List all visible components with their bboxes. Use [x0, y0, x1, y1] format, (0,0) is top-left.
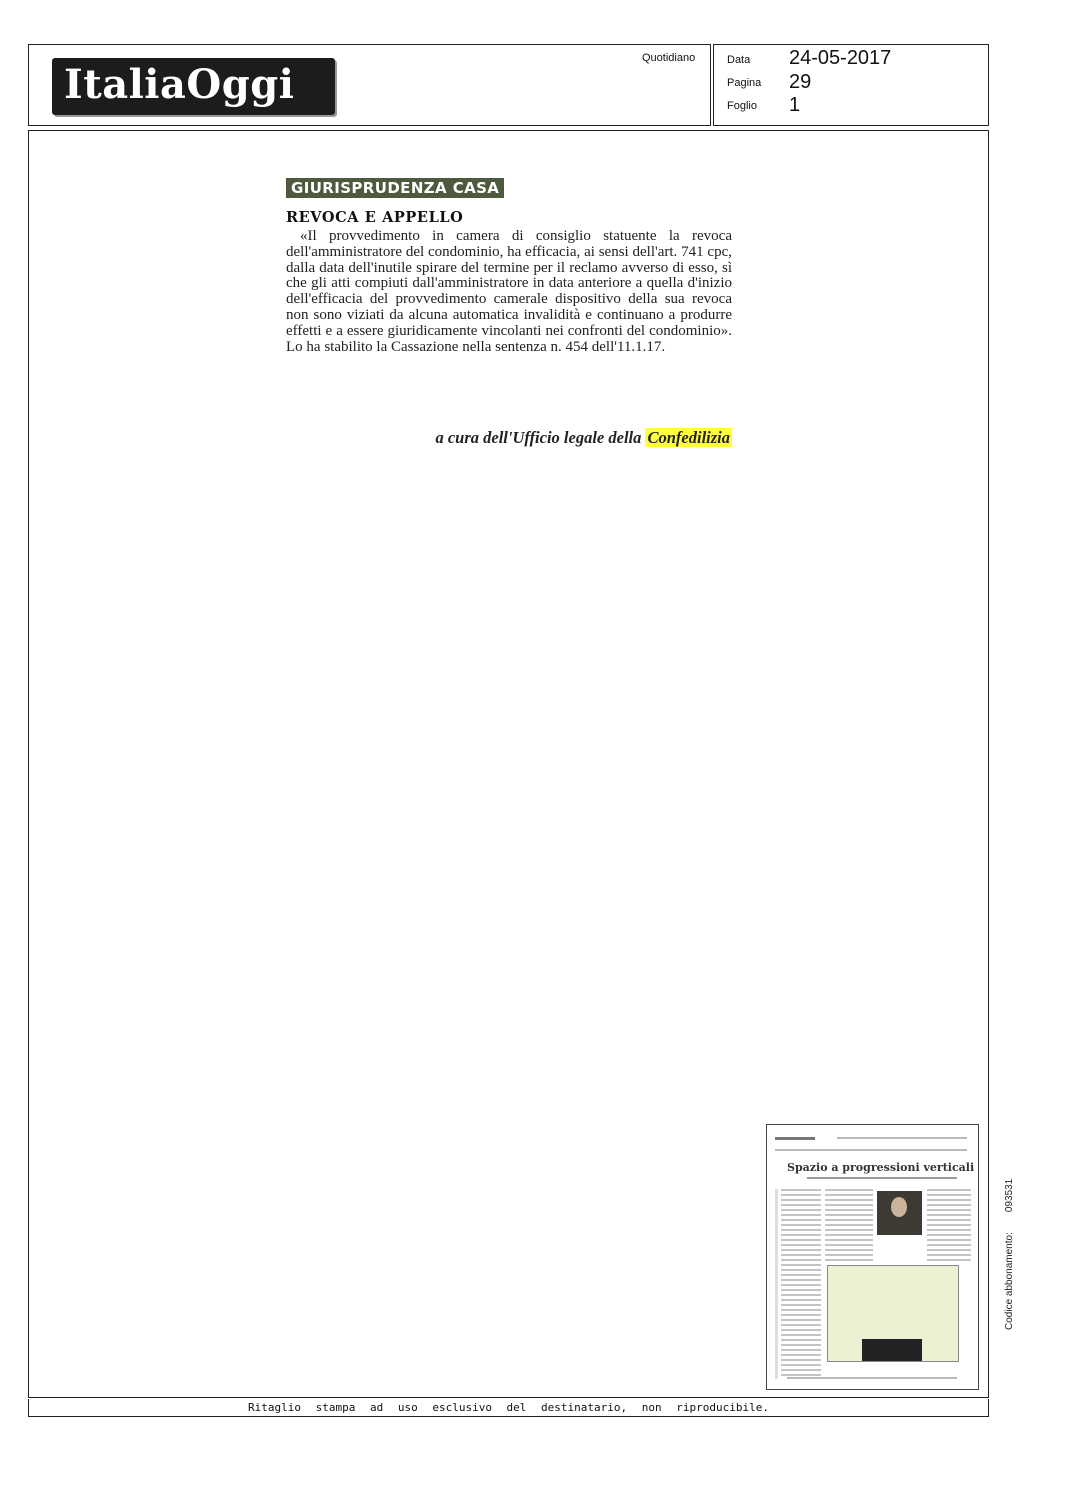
- footer-disclaimer: Ritaglio stampa ad uso esclusivo del destinatario, non riproducibile.: [248, 1401, 769, 1414]
- meta-date-value: 24-05-2017: [789, 47, 892, 69]
- thumb-masthead: [775, 1137, 815, 1140]
- thumb-line: [837, 1137, 967, 1139]
- thumb-photo-face: [891, 1197, 907, 1217]
- section-kicker: GIURISPRUDENZA CASA: [286, 178, 504, 198]
- credit-prefix: a cura dell'Ufficio legale della: [435, 428, 642, 447]
- credit-highlight: Confedilizia: [647, 428, 730, 447]
- thumb-footer-line: [787, 1377, 957, 1379]
- thumb-column-rule: [775, 1189, 778, 1379]
- meta-page-label: Pagina: [727, 77, 762, 89]
- meta-date-label: Data: [727, 54, 751, 66]
- thumb-column: [927, 1189, 971, 1261]
- subscription-code: [1004, 1179, 1015, 1330]
- meta-sheet-value: 1: [789, 94, 801, 116]
- logo-text: ItaliaOggi: [64, 61, 295, 108]
- meta-sheet-label: Foglio: [727, 100, 757, 112]
- thumb-subtitle: [807, 1177, 957, 1179]
- thumb-column: [781, 1189, 821, 1379]
- article-body: «Il provvedimento in camera di consiglio statuente la revoca dell'amministratore del condominio, ha efficacia, ai sensi dell'art. 741 cpc, dalla data dell'inutile spirare del termine per il reclamo avverso di esso, sì che gli atti compiuti dall'amministratore in data anteriore a quella d'inizio dell'efficacia del provvedimento camerale dispositivo della sua revoca non sono viziati da alcuna automatica invalidità e continuano a produrre effetti e a essere giuridicamente vincolanti nei confronti del condominio». Lo ha stabilito la Cassazione nella sentenza n. 454 dell'11.1.17.: [286, 228, 732, 355]
- thumb-photo: [877, 1191, 922, 1235]
- page-thumbnail: [766, 1124, 979, 1390]
- subscription-code-value: 093531: [1004, 1178, 1015, 1213]
- meta-page-value: 29: [789, 71, 812, 93]
- thumb-line: [775, 1149, 967, 1151]
- article-headline: REVOCA E APPELLO: [286, 209, 464, 226]
- subscription-code-label: Codice abbonamento:: [1004, 1232, 1015, 1330]
- article-credit: [286, 428, 732, 448]
- italiaoggi-logo: [52, 58, 335, 115]
- publication-type: Quotidiano: [642, 52, 696, 64]
- thumb-column: [825, 1189, 873, 1261]
- thumb-dark-box: [862, 1339, 922, 1361]
- thumbnail-title: Spazio a progressioni verticali: [787, 1161, 975, 1174]
